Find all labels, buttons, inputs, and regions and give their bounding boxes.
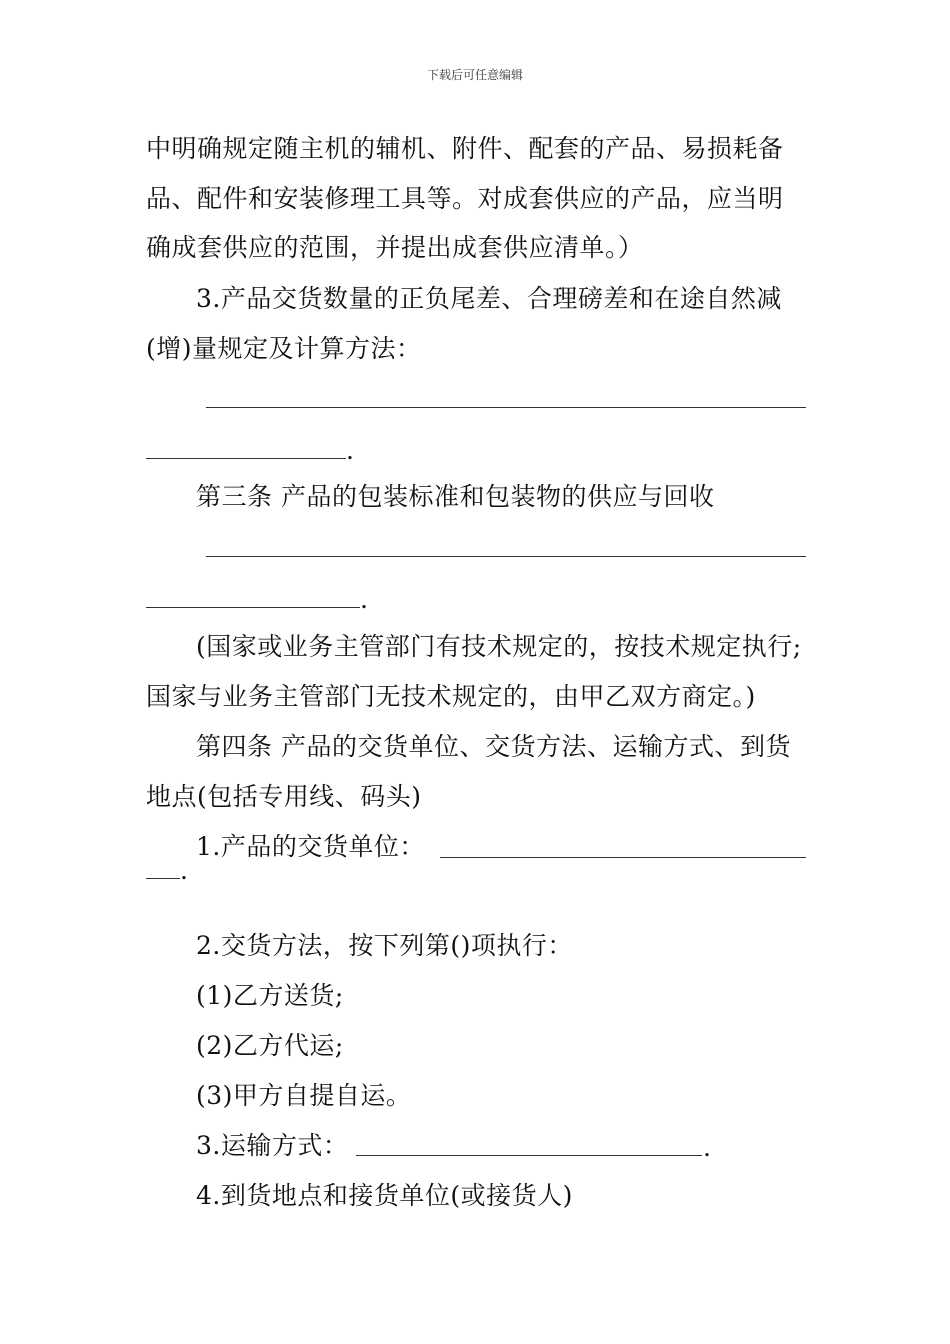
article-4-title: 地点(包括专用线、码头) [146,782,422,811]
option-3: (3)甲方自提自运。 [196,1081,412,1110]
transport-method-blank[interactable] [356,1155,702,1156]
item-4-label: 4.到货地点和接货单位(或接货人) [196,1181,573,1210]
period-mark: . [180,856,188,885]
article-3-title: 第三条 产品的包装标准和包装物的供应与回收 [196,482,715,511]
item-1-label: 1.产品的交货单位： [196,832,425,861]
paragraph-line: 中明确规定随主机的辅机、附件、配套的产品、易损耗备 [146,134,784,163]
paragraph-line: 国家与业务主管部门无技术规定的，由甲乙双方商定。) [146,682,756,711]
page-header: 下载后可任意编辑 [426,68,523,82]
fill-blank-line[interactable] [146,878,180,879]
clause-3-line: (增)量规定及计算方法： [146,334,422,363]
paragraph-line: 品、配件和安装修理工具等。对成套供应的产品，应当明 [146,184,784,213]
period-mark: . [703,1133,711,1162]
period-mark: . [346,436,354,465]
option-2: (2)乙方代运; [196,1031,344,1060]
delivery-unit-blank[interactable] [440,857,806,858]
fill-blank-line[interactable] [206,407,806,408]
option-1: (1)乙方送货; [196,981,344,1010]
article-4-title: 第四条 产品的交货单位、交货方法、运输方式、到货 [196,732,791,761]
fill-blank-line[interactable] [206,556,806,557]
period-mark: . [360,585,368,614]
item-3-label: 3.运输方式： [196,1131,349,1160]
item-2-label: 2.交货方法，按下列第()项执行： [196,931,573,960]
paragraph-line: 确成套供应的范围，并提出成套供应清单。） [146,233,644,262]
paragraph-line: (国家或业务主管部门有技术规定的，按技术规定执行; [196,632,802,661]
clause-3-line: 3.产品交货数量的正负尾差、合理磅差和在途自然减 [196,284,782,313]
fill-blank-line[interactable] [146,607,360,608]
fill-blank-line[interactable] [146,458,346,459]
